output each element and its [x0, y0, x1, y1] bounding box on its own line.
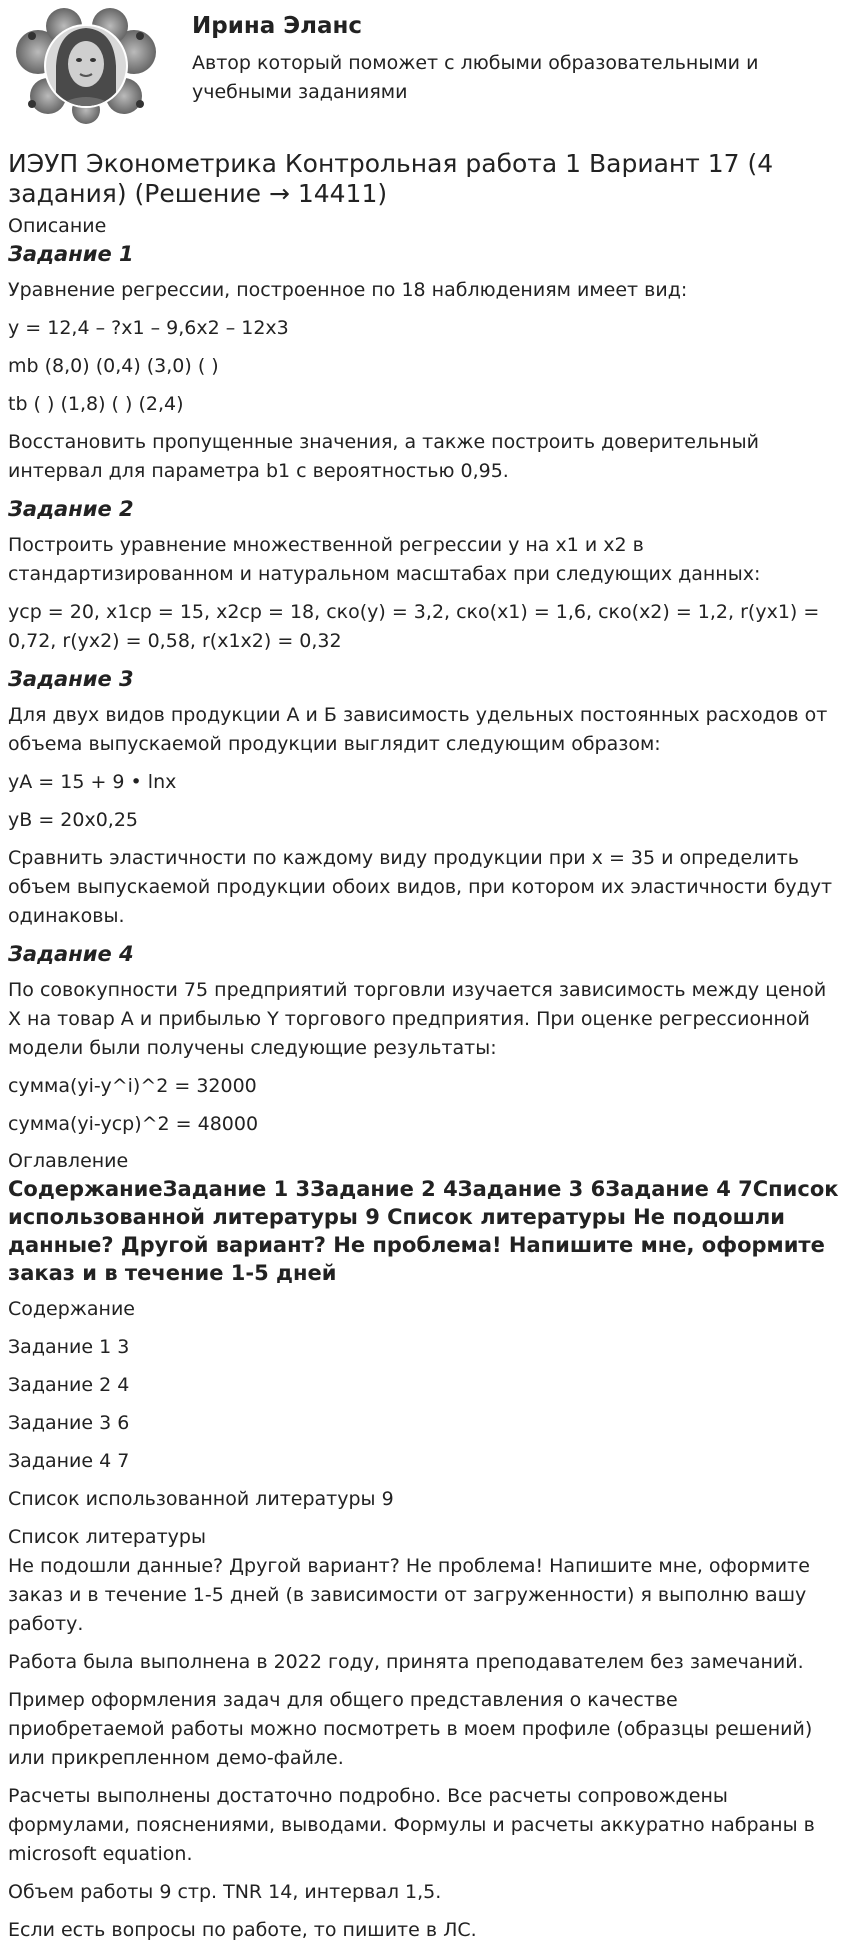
- task-2: [8, 495, 839, 656]
- footer-notes: [8, 1552, 839, 1945]
- task-paragraph: yA = 15 + 9 • lnx: [8, 771, 177, 793]
- page-title: ИЭУП Эконометрика Контрольная работа 1 Вариант 17 (4 задания) (Решение → 14411): [8, 149, 774, 208]
- footer-paragraph: Пример оформления задач для общего представления о качестве приобретаемой работы можно посмотреть в моем профиле (образцы решений) или прикрепленном демо-файле.: [8, 1689, 813, 1769]
- footer-paragraph: Не подошли данные? Другой вариант? Не проблема! Напишите мне, оформите заказ и в течение 1-5 дней (в зависимости от загруженности) я выполню вашу работу.: [8, 1555, 810, 1635]
- footer-paragraph: Объем работы 9 стр. TNR 14, интервал 1,5.: [8, 1881, 442, 1903]
- task-3: [8, 665, 839, 931]
- task-paragraph: Сравнить эластичности по каждому виду продукции при x = 35 и определить объем выпускаемой продукции обоих видов, при котором их эластичности будут одинаковы.: [8, 847, 833, 927]
- task-paragraph: Построить уравнение множественной регрессии y на x1 и x2 в стандартизированном и натуральном масштабах при следующих данных:: [8, 534, 761, 585]
- task-paragraph: Уравнение регрессии, построенное по 18 наблюдениям имеет вид:: [8, 279, 688, 301]
- literature-label: Список литературы: [8, 1526, 206, 1548]
- task-paragraph: сумма(yi-yср)^2 = 48000: [8, 1113, 259, 1135]
- task-paragraph: Восстановить пропущенные значения, а также построить доверительный интервал для параметра b1 с вероятностью 0,95.: [8, 431, 760, 482]
- author-description: Автор который поможет с любыми образовательными и учебными заданиями: [192, 52, 759, 103]
- task-paragraph: tb ( ) (1,8) ( ) (2,4): [8, 393, 184, 415]
- toc-item: Задание 4 7: [8, 1450, 130, 1472]
- toc-label: Оглавление: [8, 1150, 129, 1172]
- author-name[interactable]: Ирина Эланс: [192, 13, 363, 39]
- task-paragraph: mb (8,0) (0,4) (3,0) ( ): [8, 355, 219, 377]
- footer-paragraph: Работа была выполнена в 2022 году, принята преподавателем без замечаний.: [8, 1651, 804, 1673]
- toc-item: Задание 2 4: [8, 1374, 130, 1396]
- task-paragraph: yB = 20x0,25: [8, 809, 139, 831]
- author-card: [8, 0, 839, 135]
- toc-summary: СодержаниеЗадание 1 3Задание 2 4Задание 3 6Задание 4 7Список использованной литературы 9 Список литературы Не подошли данные? Другой вариант? Не проблема! Напишите мне, оформите заказ и в течение 1-5 дней: [8, 1177, 839, 1285]
- footer-paragraph: Если есть вопросы по работе, то пишите в ЛС.: [8, 1919, 477, 1941]
- task-paragraph: y = 12,4 – ?x1 – 9,6x2 – 12x3: [8, 317, 289, 339]
- task-heading: Задание 4: [8, 942, 134, 966]
- toc-item: Содержание: [8, 1298, 135, 1320]
- toc-item: Список использованной литературы 9: [8, 1488, 394, 1510]
- task-1: [8, 240, 839, 486]
- task-paragraph: Для двух видов продукции А и Б зависимость удельных постоянных расходов от объема выпускаемой продукции выглядит следующим образом:: [8, 704, 828, 755]
- toc-item: Задание 3 6: [8, 1412, 130, 1434]
- task-heading: Задание 3: [8, 667, 134, 691]
- task-paragraph: сумма(yi-y^i)^2 = 32000: [8, 1075, 257, 1097]
- footer-paragraph: Расчеты выполнены достаточно подробно. Все расчеты сопровождены формулами, пояснениями, выводами. Формулы и расчеты аккуратно набраны в microsoft equation.: [8, 1785, 815, 1865]
- task-paragraph: По совокупности 75 предприятий торговли изучается зависимость между ценой X на товар А и прибылью Y торгового предприятия. При оценке регрессионной модели были получены следующие результаты:: [8, 979, 827, 1059]
- toc-list: [8, 1295, 839, 1514]
- task-paragraph: yср = 20, x1ср = 15, x2ср = 18, ско(y) = 3,2, ско(x1) = 1,6, ско(x2) = 1,2, r(yx1) = 0,72, r(yx2) = 0,58, r(x1x2) = 0,32: [8, 601, 820, 652]
- toc-item: Задание 1 3: [8, 1336, 130, 1358]
- task-heading: Задание 1: [8, 242, 134, 266]
- description-label: Описание: [8, 215, 107, 237]
- author-avatar: [14, 6, 158, 124]
- task-4: [8, 940, 839, 1139]
- task-heading: Задание 2: [8, 497, 134, 521]
